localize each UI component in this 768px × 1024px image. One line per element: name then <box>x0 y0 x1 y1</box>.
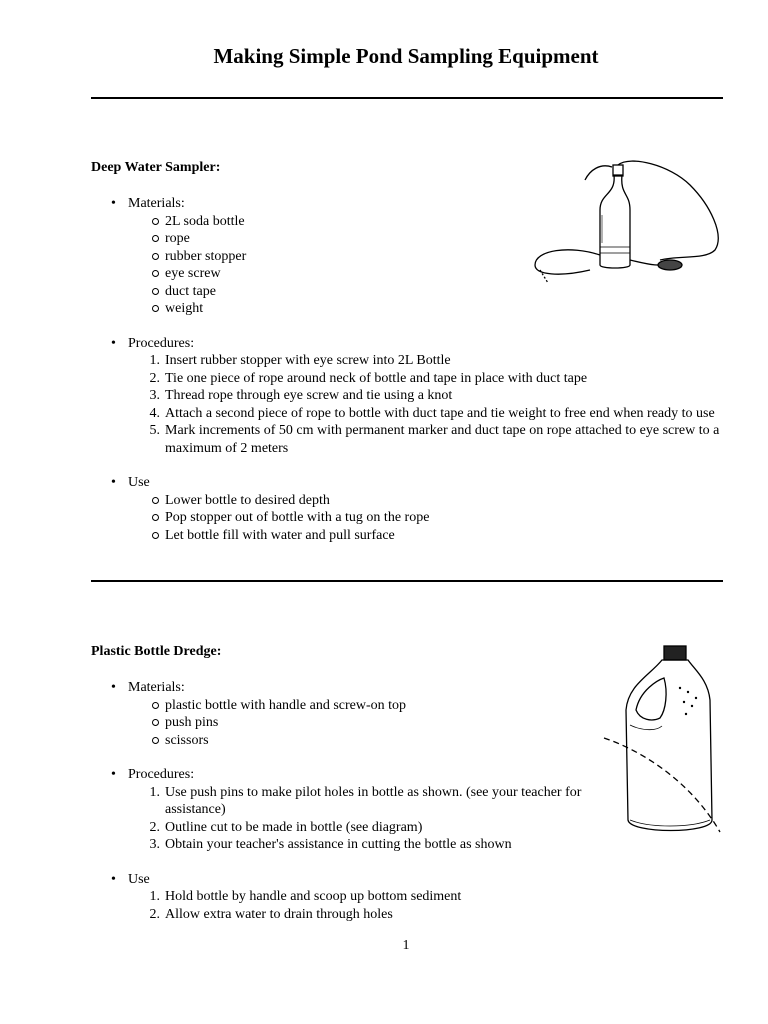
jug-dredge-illustration <box>600 640 730 840</box>
dredge-procedures-list <box>128 784 611 854</box>
list-item: 1. Hold bottle by handle and scoop up bottom sediment <box>149 889 462 904</box>
list-item: Let bottle fill with water and pull surface <box>128 527 723 545</box>
use-item <box>91 474 723 544</box>
divider <box>91 97 723 99</box>
materials-label: Materials: <box>128 680 185 695</box>
materials-item <box>91 679 611 749</box>
dredge-content <box>91 679 611 923</box>
list-item: Pop stopper out of bottle with a tug on the rope <box>128 509 723 527</box>
page-title: Making Simple Pond Sampling Equipment <box>213 44 599 68</box>
dredge-heading: Plastic Bottle Dredge: <box>91 644 222 659</box>
list-item: Lower bottle to desired depth <box>128 492 723 510</box>
deep-procedures-list <box>128 352 723 457</box>
materials-label: Materials: <box>128 196 185 211</box>
list-item: 5. Mark increments of 50 cm with permanent marker and duct tape on rope attached to eye screw to a maximum of 2 meters <box>149 423 720 456</box>
use-label: Use <box>128 871 150 887</box>
list-item: scissors <box>128 732 611 750</box>
divider <box>91 580 723 582</box>
page-number: 1 <box>402 938 410 953</box>
dredge-materials-list <box>128 697 611 750</box>
dredge-use-list <box>128 888 611 923</box>
list-item: 1. Insert rubber stopper with eye screw into 2L Bottle <box>149 353 451 368</box>
deep-use-list <box>128 492 723 545</box>
list-item: push pins <box>128 714 611 732</box>
list-item: duct tape <box>128 283 723 301</box>
list-item: 4. Attach a second piece of rope to bottle with duct tape and tie weight to free end when ready to use <box>149 405 715 421</box>
list-item: plastic bottle with handle and screw-on top <box>128 697 611 715</box>
procedures-label: Procedures: <box>128 335 195 351</box>
list-item: 3. Obtain your teacher's assistance in cutting the bottle as shown <box>149 837 512 852</box>
list-item: rope <box>128 230 723 248</box>
list-item: 2L soda bottle <box>128 213 723 231</box>
procedures-item <box>91 335 723 458</box>
procedures-item <box>91 766 611 854</box>
list-item: 2. Outline cut to be made in bottle (see diagram) <box>149 819 423 835</box>
use-item <box>91 871 611 924</box>
list-item: rubber stopper <box>128 248 723 266</box>
list-item: eye screw <box>128 265 723 283</box>
list-item: weight <box>128 300 723 318</box>
list-item: 2. Allow extra water to drain through holes <box>149 906 393 922</box>
soda-bottle-sampler-illustration <box>530 155 730 285</box>
procedures-label: Procedures: <box>128 767 195 782</box>
use-label: Use <box>128 475 150 490</box>
list-item: 2. Tie one piece of rope around neck of bottle and tape in place with duct tape <box>149 370 588 386</box>
deep-water-heading: Deep Water Sampler: <box>91 160 221 175</box>
list-item: 1. Use push pins to make pilot holes in bottle as shown. (see your teacher for assistance) <box>149 784 582 817</box>
list-item: 3. Thread rope through eye screw and tie using a knot <box>149 388 453 403</box>
